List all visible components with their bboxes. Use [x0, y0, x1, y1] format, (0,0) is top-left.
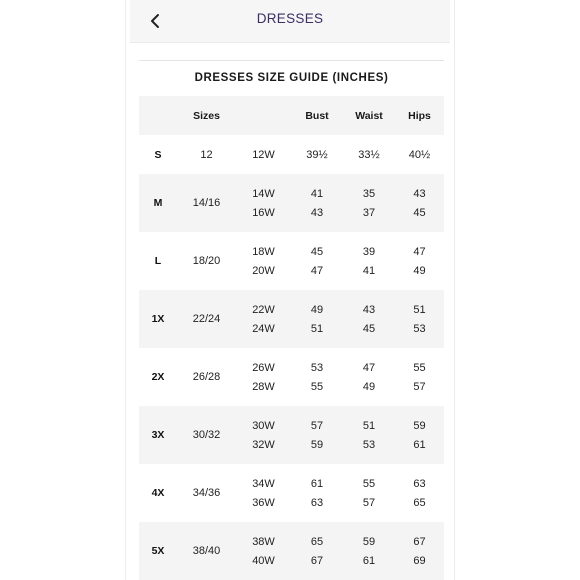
- cell-stack: [343, 361, 395, 394]
- cell-stack: [395, 535, 444, 568]
- value-bust: 49: [310, 303, 324, 316]
- value-waist: 51: [362, 419, 376, 432]
- cell-plus: [236, 232, 291, 290]
- cell-stack: [395, 245, 444, 278]
- cell-hips: [395, 522, 444, 580]
- value-plus: 16W: [252, 206, 275, 219]
- column-header-sizes: Sizes: [177, 96, 236, 135]
- cell-bust: [291, 232, 343, 290]
- size-letter: 5X: [139, 522, 177, 580]
- value-bust: 57: [310, 419, 324, 432]
- cell-waist: [343, 290, 395, 348]
- cell-stack: [236, 477, 291, 510]
- value-hips: 47: [413, 245, 426, 258]
- value-bust: 61: [310, 477, 324, 490]
- cell-stack: [343, 187, 395, 220]
- cell-bust: [291, 464, 343, 522]
- cell-stack: [291, 245, 343, 278]
- value-hips: 57: [413, 380, 426, 393]
- table-row: [139, 135, 444, 174]
- size-numeric: 22/24: [177, 290, 236, 348]
- value-hips: 40½: [408, 148, 431, 161]
- cell-waist: [343, 464, 395, 522]
- table-row: [139, 174, 444, 232]
- value-plus: 20W: [252, 264, 275, 277]
- size-numeric: 14/16: [177, 174, 236, 232]
- value-hips: 55: [413, 361, 426, 374]
- size-letter: 4X: [151, 487, 165, 499]
- cell-stack: [395, 303, 444, 336]
- cell-stack: [236, 245, 291, 278]
- value-waist: 41: [362, 264, 376, 277]
- cell-hips: [395, 464, 444, 522]
- size-numeric: 18/20: [192, 255, 221, 267]
- cell-stack: [395, 148, 444, 162]
- cell-waist: [343, 522, 395, 580]
- cell-stack: [236, 361, 291, 394]
- value-plus: 12W: [252, 148, 275, 161]
- value-bust: 39½: [306, 148, 328, 161]
- value-bust: 55: [310, 380, 324, 393]
- value-hips: 43: [413, 187, 426, 200]
- value-plus: 36W: [252, 496, 275, 509]
- table-row: [139, 348, 444, 406]
- cell-stack: [291, 303, 343, 336]
- cell-plus: [236, 290, 291, 348]
- cell-plus: [236, 174, 291, 232]
- value-waist: 39: [362, 245, 376, 258]
- value-hips: 51: [413, 303, 426, 316]
- value-hips: 69: [413, 554, 426, 567]
- cell-stack: [236, 148, 291, 162]
- size-guide-table: [139, 96, 444, 580]
- page-title: DRESSES: [256, 11, 324, 26]
- cell-stack: [236, 303, 291, 336]
- value-waist: 35: [362, 187, 376, 200]
- cell-waist: [343, 348, 395, 406]
- cell-stack: [291, 535, 343, 568]
- value-waist: 33½: [358, 148, 380, 161]
- cell-stack: [236, 419, 291, 452]
- cell-plus: [236, 522, 291, 580]
- value-plus: 30W: [252, 419, 275, 432]
- value-plus: 34W: [252, 477, 275, 490]
- value-hips: 63: [413, 477, 426, 490]
- cell-plus: [236, 135, 291, 174]
- value-waist: 57: [362, 496, 376, 509]
- table-row: [139, 464, 444, 522]
- cell-stack: [395, 477, 444, 510]
- cell-stack: [291, 148, 343, 162]
- table-header-row: [139, 96, 444, 135]
- size-letter: L: [154, 255, 162, 267]
- cell-bust: [291, 135, 343, 174]
- size-letter: 1X: [139, 290, 177, 348]
- value-plus: 14W: [252, 187, 275, 200]
- value-plus: 22W: [252, 303, 275, 316]
- cell-hips: [395, 135, 444, 174]
- size-letter: 3X: [139, 406, 177, 464]
- cell-stack: [236, 535, 291, 568]
- value-bust: 67: [310, 554, 324, 567]
- value-bust: 47: [310, 264, 324, 277]
- cell-stack: [343, 245, 395, 278]
- value-plus: 38W: [252, 535, 275, 548]
- value-plus: 40W: [252, 554, 275, 567]
- cell-hips: [395, 406, 444, 464]
- value-waist: 61: [362, 554, 376, 567]
- table-row: [139, 232, 444, 290]
- value-waist: 49: [362, 380, 376, 393]
- cell-stack: [343, 535, 395, 568]
- size-numeric: 26/28: [192, 371, 221, 383]
- cell-stack: [395, 419, 444, 452]
- value-hips: 65: [413, 496, 426, 509]
- cell-waist: [343, 406, 395, 464]
- cell-plus: [236, 348, 291, 406]
- value-bust: 65: [310, 535, 324, 548]
- cell-bust: [291, 348, 343, 406]
- cell-stack: [291, 477, 343, 510]
- value-waist: 55: [362, 477, 376, 490]
- value-hips: 49: [413, 264, 426, 277]
- value-waist: 43: [362, 303, 376, 316]
- cell-bust: [291, 290, 343, 348]
- value-waist: 47: [362, 361, 376, 374]
- cell-plus: [236, 464, 291, 522]
- table-row: [139, 290, 444, 348]
- value-plus: 24W: [252, 322, 275, 335]
- value-hips: 67: [413, 535, 426, 548]
- value-waist: 37: [362, 206, 376, 219]
- column-header-waist: Waist: [343, 96, 395, 135]
- cell-stack: [291, 187, 343, 220]
- table-row: [139, 406, 444, 464]
- value-bust: 51: [310, 322, 324, 335]
- value-hips: 45: [413, 206, 426, 219]
- cell-bust: [291, 522, 343, 580]
- size-numeric: 30/32: [177, 406, 236, 464]
- size-letter: M: [139, 174, 177, 232]
- size-numeric: 38/40: [177, 522, 236, 580]
- value-hips: 53: [413, 322, 426, 335]
- size-guide-title: DRESSES SIZE GUIDE (INCHES): [194, 72, 389, 84]
- value-bust: 59: [310, 438, 324, 451]
- cell-bust: [291, 174, 343, 232]
- cell-stack: [343, 419, 395, 452]
- value-bust: 63: [310, 496, 324, 509]
- size-letter: S: [154, 148, 162, 161]
- value-hips: 59: [413, 419, 426, 432]
- cell-stack: [291, 361, 343, 394]
- value-hips: 61: [413, 438, 426, 451]
- cell-stack: [343, 477, 395, 510]
- cell-stack: [291, 419, 343, 452]
- value-bust: 43: [310, 206, 324, 219]
- cell-stack: [236, 187, 291, 220]
- cell-stack: [395, 361, 444, 394]
- value-waist: 53: [362, 438, 376, 451]
- cell-hips: [395, 290, 444, 348]
- size-numeric: 34/36: [192, 487, 221, 499]
- value-waist: 59: [362, 535, 376, 548]
- value-waist: 45: [362, 322, 376, 335]
- column-header-letter: [139, 96, 177, 135]
- value-plus: 32W: [252, 438, 275, 451]
- column-header-bust: Bust: [291, 96, 343, 135]
- value-plus: 28W: [252, 380, 275, 393]
- cell-stack: [343, 303, 395, 336]
- size-numeric: 12: [200, 148, 213, 161]
- cell-waist: [343, 174, 395, 232]
- navigation-bar: [130, 0, 450, 43]
- cell-hips: [395, 348, 444, 406]
- cell-stack: [343, 148, 395, 162]
- value-bust: 53: [310, 361, 324, 374]
- value-plus: 26W: [252, 361, 275, 374]
- value-bust: 41: [310, 187, 324, 200]
- value-bust: 45: [310, 245, 324, 258]
- column-header-hips: Hips: [395, 96, 444, 135]
- column-header-plus: [236, 96, 291, 135]
- size-letter: 2X: [151, 371, 165, 383]
- value-plus: 18W: [252, 245, 275, 258]
- size-guide: [139, 60, 444, 580]
- cell-waist: [343, 232, 395, 290]
- table-row: [139, 522, 444, 580]
- cell-hips: [395, 232, 444, 290]
- cell-plus: [236, 406, 291, 464]
- cell-waist: [343, 135, 395, 174]
- cell-hips: [395, 174, 444, 232]
- phone-frame: [125, 0, 455, 580]
- cell-stack: [395, 187, 444, 220]
- table-body: [139, 135, 444, 580]
- cell-bust: [291, 406, 343, 464]
